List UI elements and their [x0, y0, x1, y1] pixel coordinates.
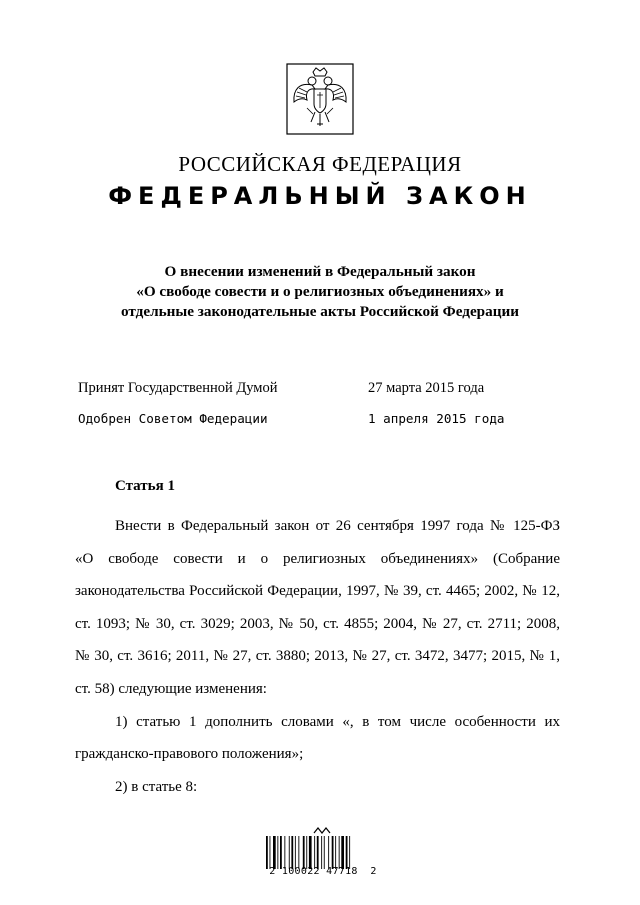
council-approval-date: 1 апреля 2015 года	[368, 411, 505, 426]
item-line: гражданско-правового положения»;	[75, 746, 304, 763]
barcode-bar	[321, 836, 322, 869]
article-heading: Статья 1	[115, 478, 175, 494]
barcode-bar	[277, 836, 278, 869]
duma-adoption-label: Принят Государственной Думой	[78, 380, 278, 396]
law-title-line: «О свободе совести и о религиозных объединениях» и	[136, 283, 504, 300]
body-line: ст. 58) следующие изменения:	[75, 680, 267, 697]
law-title	[60, 262, 580, 322]
barcode-bar	[324, 836, 325, 869]
barcode-bar	[298, 836, 299, 869]
item-line: 1) статью 1 дополнить словами «, в том числе особенности их	[115, 713, 560, 730]
barcode-bar	[314, 836, 315, 869]
barcode-bar	[332, 836, 334, 869]
barcode-number: 2 100022 47718 2	[269, 866, 377, 877]
council-approval-label: Одобрен Советом Федерации	[78, 411, 268, 426]
barcode-bar	[291, 836, 293, 869]
barcode-bar	[317, 836, 319, 869]
article-body	[75, 510, 560, 803]
barcode-bar	[270, 836, 271, 869]
barcode-bar	[339, 836, 340, 869]
barcode-bar	[306, 836, 307, 869]
barcode-bar	[284, 836, 285, 869]
body-line: законодательства Российской Федерации, 1997, № 39, ст. 4465; 2002, № 12,	[75, 583, 560, 600]
barcode-bar	[328, 836, 329, 869]
barcode-bar	[295, 836, 296, 869]
barcode-bar	[273, 836, 276, 869]
item-line: 2) в статье 8:	[115, 778, 198, 795]
barcode-bar	[341, 836, 344, 869]
body-line: «О свободе совести и о религиозных объединениях» (Собрание	[75, 550, 560, 567]
body-line: Внести в Федеральный закон от 26 сентября 1997 года № 125-ФЗ	[115, 518, 560, 534]
body-line: ст. 1093; № 30, ст. 3029; 2003, № 50, ст. 4855; 2004, № 27, ст. 2711; 2008,	[75, 615, 560, 632]
barcode-bar	[266, 836, 268, 869]
barcode-bar	[346, 836, 348, 869]
country-name: РОССИЙСКАЯ ФЕДЕРАЦИЯ	[178, 152, 462, 176]
barcode-logo-mark	[314, 828, 330, 833]
barcode-bar	[289, 836, 290, 869]
barcode-bar	[280, 836, 282, 869]
barcode-bar	[349, 836, 350, 869]
document-type: ФЕДЕРАЛЬНЫЙ ЗАКОН	[108, 182, 532, 210]
law-title-line: О внесении изменений в Федеральный закон	[164, 263, 476, 280]
barcode-bar	[303, 836, 305, 869]
coat-of-arms-emblem	[285, 62, 355, 136]
barcode-bar	[309, 836, 312, 869]
law-title-line: отдельные законодательные акты Российской Федерации	[121, 303, 519, 320]
body-line: № 30, ст. 3616; 2011, № 27, ст. 3880; 2013, № 27, ст. 3472, 3477; 2015, № 1,	[75, 648, 560, 665]
duma-adoption-date: 27 марта 2015 года	[368, 380, 485, 396]
barcode-bar	[335, 836, 336, 869]
